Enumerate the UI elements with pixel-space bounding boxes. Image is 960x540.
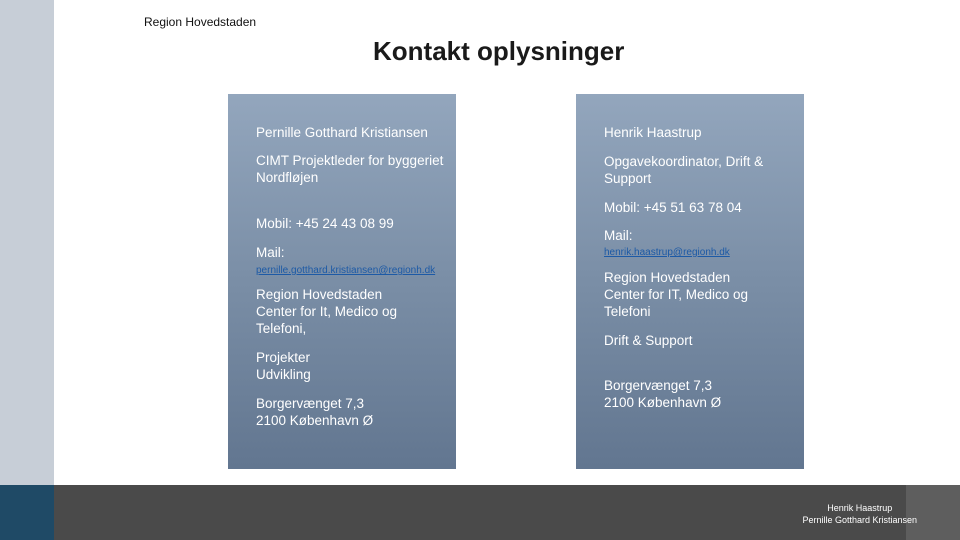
contact-mail-label: Mail: <box>604 228 633 243</box>
contact-role-line1: Opgavekoordinator, Drift & <box>604 154 764 169</box>
contact-unit-line1: Projekter <box>256 350 311 365</box>
organization-label: Region Hovedstaden <box>144 15 257 29</box>
contact-org-line3: Telefoni, <box>256 321 307 336</box>
contact-org-line1: Region Hovedstaden <box>256 287 383 302</box>
contact-unit-line2: Udvikling <box>256 367 311 382</box>
contact-card-henrik <box>576 94 804 469</box>
contact-org-line3: Telefoni <box>604 304 651 319</box>
contact-org-line1: Region Hovedstaden <box>604 270 731 285</box>
contact-mail-label: Mail: <box>256 245 285 260</box>
footer-credit-line1: Henrik Haastrup <box>827 503 893 513</box>
contact-card-pernille <box>228 94 456 469</box>
footer-credits <box>802 502 917 526</box>
contact-mobile: Mobil: +45 24 43 08 99 <box>256 216 394 231</box>
contact-mobile: Mobil: +45 51 63 78 04 <box>604 200 742 215</box>
contact-role-line1: CIMT Projektleder for byggeriet <box>256 153 444 168</box>
contact-email-link[interactable]: pernille.gotthard.kristiansen@regionh.dk <box>256 265 436 276</box>
page-title: Kontakt oplysninger <box>373 36 625 66</box>
left-decorative-strip <box>0 0 54 485</box>
contact-address-line2: 2100 København Ø <box>256 413 374 428</box>
contact-name: Pernille Gotthard Kristiansen <box>256 125 428 140</box>
contact-address-line1: Borgervænget 7,3 <box>604 378 713 393</box>
footer-credit-line2: Pernille Gotthard Kristiansen <box>802 515 917 525</box>
footer-accent-block <box>0 485 54 540</box>
contact-name: Henrik Haastrup <box>604 125 702 140</box>
contact-org-line2: Center for IT, Medico og <box>604 287 749 302</box>
contact-role-line2: Nordfløjen <box>256 170 319 185</box>
contact-email-link[interactable]: henrik.haastrup@regionh.dk <box>604 247 730 258</box>
contact-address-line1: Borgervænget 7,3 <box>256 396 365 411</box>
contact-address-line2: 2100 København Ø <box>604 395 722 410</box>
contact-org-line2: Center for It, Medico og <box>256 304 398 319</box>
contact-role-line2: Support <box>604 171 652 186</box>
contact-unit: Drift & Support <box>604 333 693 348</box>
